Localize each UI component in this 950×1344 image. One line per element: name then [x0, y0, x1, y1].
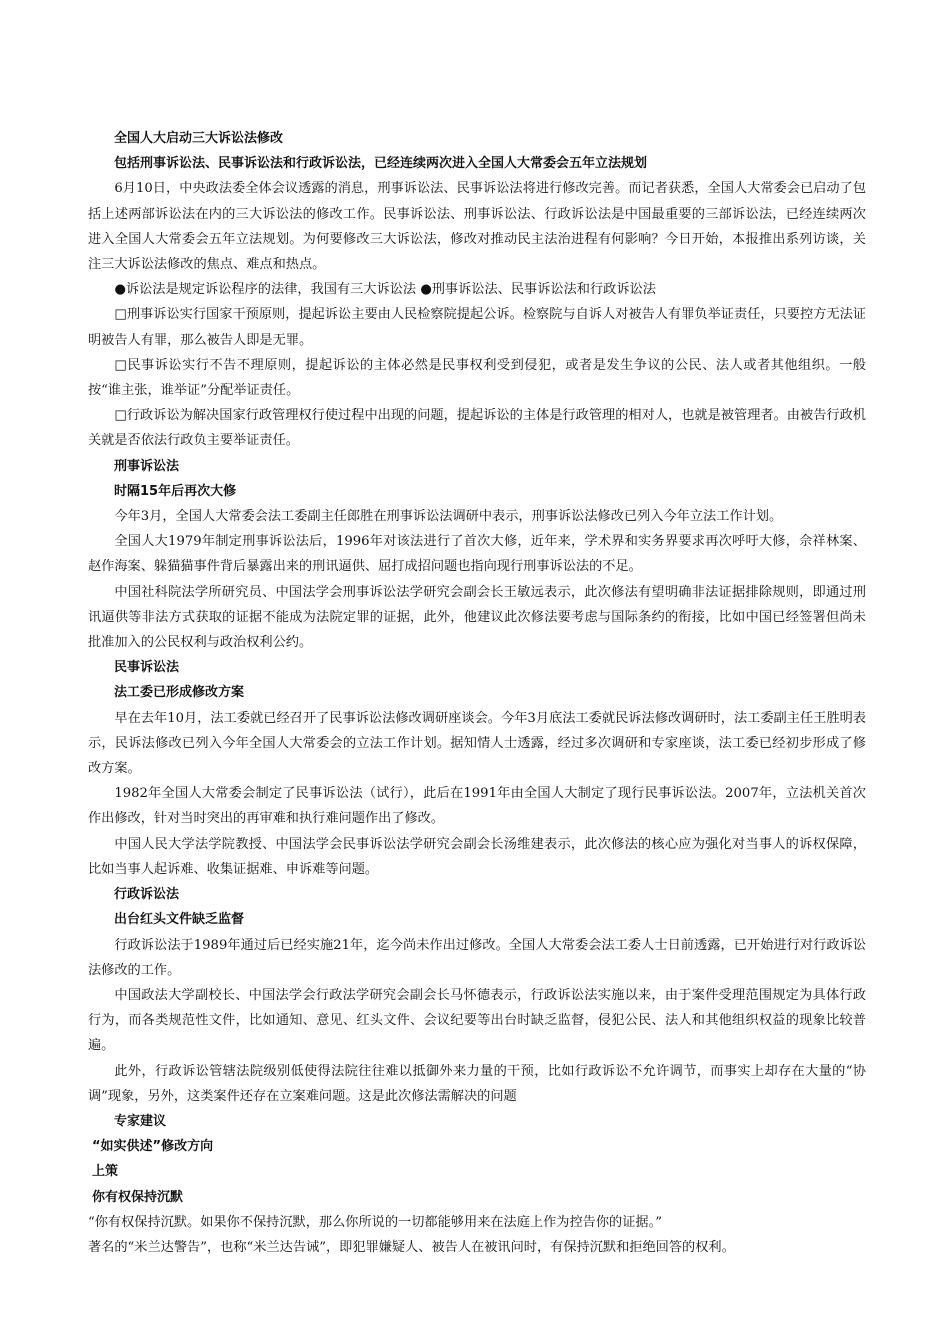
civil-paragraph-2: 1982年全国人大常委会制定了民事诉讼法（试行），此后在1991年由全国人大制定了现行民事诉讼法。2007年，立法机关首次作出修改，针对当时突出的再审难和执行难问题作出了修改。: [88, 786, 866, 827]
expert-paragraph-1: 著名的“米兰达警告”，也称“米兰达告诫”，即犯罪嫌疑人、被告人在被讯问时，有保持沉默和拒绝回答的权利。: [88, 1239, 735, 1255]
article-title: 全国人大启动三大诉讼法修改: [114, 131, 284, 146]
criminal-heading: 刑事诉讼法: [114, 458, 180, 474]
expert-quote: “你有权保持沉默。如果你不保持沉默，那么你所说的一切都能够用来在法庭上作为控告你的证据。”: [88, 1214, 662, 1230]
article-subtitle: 包括刑事诉讼法、民事诉讼法和行政诉讼法，已经连续两次进入全国人大常委会五年立法规划: [114, 156, 648, 172]
civil-heading: 民事诉讼法: [114, 660, 180, 676]
administrative-paragraph-2: 中国政法大学副校长、中国法学会行政法学研究会副会长马怀德表示，行政诉讼法实施以来，由于案件受理范围规定为具体行政行为，而各类规范性文件，比如通知、意见、红头文件、会议纪要等出台时缺乏监督，侵犯公民、法人和其他组织权益的现象比较普遍。: [88, 987, 866, 1054]
administrative-paragraph-3: 此外，行政诉讼管辖法院级别低使得法院往往难以抵御外来力量的干预，比如行政诉讼不允许调节，而事实上却存在大量的“协调”现象，另外，这类案件还存在立案难问题。这是此次修法需解决的问题: [88, 1063, 866, 1104]
expert-heading: 专家建议: [114, 1113, 167, 1129]
criminal-paragraph-1: 今年3月，全国人大常委会法工委副主任郎胜在刑事诉讼法调研中表示，刑事诉讼法修改已列入今年立法工作计划。: [114, 509, 783, 525]
expert-level: 上策: [92, 1164, 119, 1180]
criminal-subheading: 时隔15年后再次大修: [114, 483, 237, 499]
civil-note: □民事诉讼实行不告不理原则，提起诉讼的主体必然是民事权利受到侵犯，或者是发生争议的公民、法人或者其他组织。一般按“谁主张，谁举证”分配举证责任。: [88, 357, 866, 399]
admin-note: □行政诉讼为解决国家行政管理权行使过程中出现的问题，提起诉讼的主体是行政管理的相对人，也就是被管理者。由被告行政机关就是否依法行政负主要举证责任。: [88, 408, 866, 449]
criminal-note: □刑事诉讼实行国家干预原则，提起诉讼主要由人民检察院提起公诉。检察院与自诉人对被告人有罪负举证责任，只要控方无法证明被告人有罪，那么被告人即是无罪。: [88, 307, 866, 348]
administrative-heading: 行政诉讼法: [114, 887, 180, 903]
civil-paragraph-3: 中国人民大学法学院教授、中国法学会民事诉讼法学研究会副会长汤维建表示，此次修法的核心应为强化对当事人的诉权保障，比如当事人起诉难、收集证据难、申诉难等问题。: [88, 836, 866, 877]
administrative-paragraph-1: 行政诉讼法于1989年通过后已经实施21年，迄今尚未作出过修改。全国人大常委会法工委人士日前透露，已开始进行对行政诉讼法修改的工作。: [88, 937, 866, 978]
administrative-subheading: 出台红头文件缺乏监督: [114, 912, 245, 928]
criminal-paragraph-3: 中国社科院法学所研究员、中国法学会刑事诉讼法学研究会副会长王敏远表示，此次修法有望明确非法证据排除规则，即通过刑讯逼供等非法方式获取的证据不能成为法院定罪的证据，此外，他建议此次修法要考虑与国际条约的衔接，比如中国已经签署但尚未批准加入的公民权利与政治权利公约。: [88, 584, 866, 651]
criminal-paragraph-2: 全国人大1979年制定刑事诉讼法后，1996年对该法进行了首次大修，近年来，学术界和实务界要求再次呼吁大修，佘祥林案、赵作海案、躲猫猫事件背后暴露出来的刑讯逼供、屈打成招问题也指向现行刑事诉讼法的不足。: [88, 534, 866, 575]
expert-level-title: 你有权保持沉默: [92, 1189, 184, 1205]
article-intro: 6月10日，中央政法委全体会议透露的消息，刑事诉讼法、民事诉讼法将进行修改完善。而记者获悉，全国人大常委会已启动了包括上述两部诉讼法在内的三大诉讼法的修改工作。民事诉讼法、刑事诉讼法、行政诉讼法是中国最重要的三部诉讼法，已经连续两次进入全国人大常委会五年立法规划。为何要修改三大诉讼法，修改对推动民主法治进程有何影响？今日开始，本报推出系列访谈，关注三大诉讼法修改的焦点、难点和热点。: [88, 181, 866, 273]
expert-subheading: “如实供述”修改方向: [92, 1139, 214, 1155]
civil-subheading: 法工委已形成修改方案: [114, 685, 245, 701]
article-bullets: ●诉讼法是规定诉讼程序的法律，我国有三大诉讼法 ●刑事诉讼法、民事诉讼法和行政诉讼法: [114, 282, 656, 298]
civil-paragraph-1: 早在去年10月，法工委就已经召开了民事诉讼法修改调研座谈会。今年3月底法工委就民诉法修改调研时，法工委副主任王胜明表示，民诉法修改已列入今年全国人大常委会的立法工作计划。据知情人士透露，经过多次调研和专家座谈，法工委已经初步形成了修改方案。: [88, 710, 866, 777]
